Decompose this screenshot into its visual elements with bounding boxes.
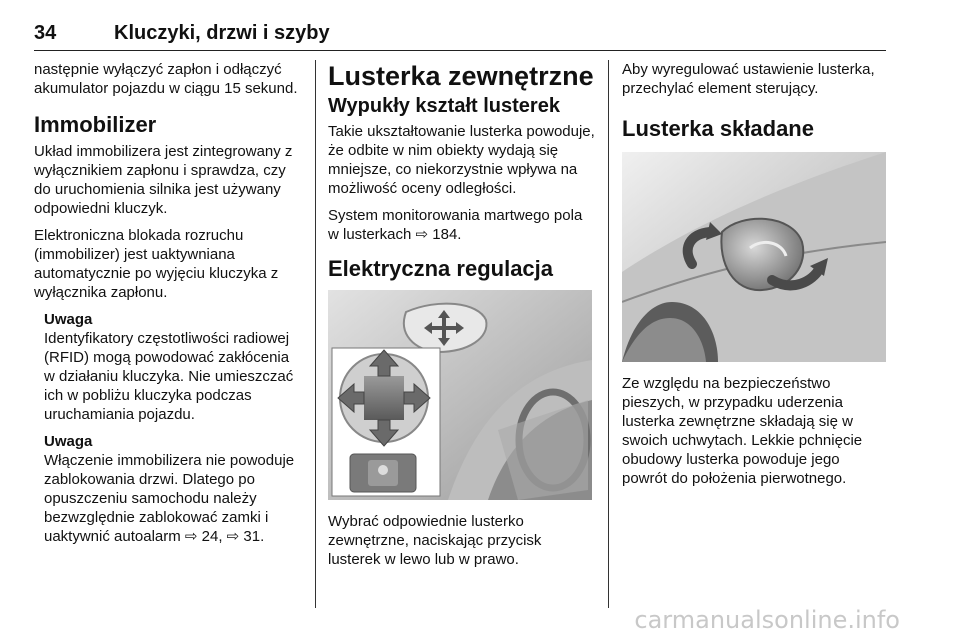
column-divider	[608, 60, 609, 608]
intro-paragraph: następnie wyłączyć zapłon i odłączyć akumulator pojazdu w ciągu 15 sekund.	[34, 61, 298, 97]
immobilizer-heading: Immobilizer	[34, 112, 157, 137]
convex-paragraph-1: Takie ukształtowanie lusterka powoduje, że odbite w nim obiekty wydają się mniejsze, co niekorzystnie wpływa na możliwość oceny odległości.	[328, 123, 595, 197]
column-divider	[315, 60, 316, 608]
folding-mirror-illustration	[622, 152, 886, 362]
note-label: Uwaga	[44, 311, 93, 328]
immobilizer-paragraph-1: Układ immobilizera jest zintegrowany z wyłącznikiem zapłonu i sprawdza, czy do uruchomienia silnika jest używany odpowiedni kluczyk.	[34, 143, 293, 217]
mirror-switch-illustration	[328, 290, 592, 500]
section-heading-mirrors: Lusterka zewnętrzne	[328, 61, 594, 91]
chapter-title: Kluczyki, drzwi i szyby	[114, 22, 330, 44]
electric-heading: Elektryczna regulacja	[328, 256, 554, 281]
folding-heading: Lusterka składane	[622, 116, 814, 141]
column-2	[328, 60, 596, 577]
convex-paragraph-2: System monitorowania martwego pola w lusterkach ⇨ 184.	[328, 207, 583, 243]
adjust-paragraph: Aby wyregulować ustawienie lusterka, przechylać element sterujący.	[622, 61, 875, 97]
note-text: Włączenie immobilizera nie powoduje zablokowania drzwi. Dlatego po opuszczeniu samochodu należy bezwzględnie zablokować zamki i uaktywnić autoalarm ⇨ 24, ⇨ 31.	[44, 452, 295, 545]
watermark: carmanualsonline.info	[634, 606, 900, 634]
folding-paragraph: Ze względu na bezpieczeństwo pieszych, w przypadku uderzenia lusterka zewnętrzne składają się w swoich uchwytach. Lekkie pchnięcie obudowy lusterka powoduje jego powrót do położenia pierwotnego.	[622, 375, 863, 487]
column-3	[622, 60, 884, 496]
note-2	[44, 432, 302, 546]
note-label: Uwaga	[44, 433, 93, 450]
note-1	[44, 310, 302, 424]
column-1	[34, 60, 302, 554]
convex-heading: Wypukły kształt lusterek	[328, 95, 560, 117]
electric-caption: Wybrać odpowiednie lusterko zewnętrzne, naciskając przycisk lusterek w lewo lub w prawo.	[328, 513, 542, 568]
immobilizer-paragraph-2: Elektroniczna blokada rozruchu (immobilizer) jest uaktywniana automatycznie po wyjęciu kluczyka z wyłącznika zapłonu.	[34, 227, 279, 301]
note-text: Identyfikatory częstotliwości radiowej (RFID) mogą powodować zakłócenia w działaniu kluczyka. Nie umieszczać ich w pobliżu kluczyka podczas uruchamiania pojazdu.	[44, 330, 294, 423]
page-number: 34	[34, 22, 57, 44]
page-header	[34, 22, 886, 51]
